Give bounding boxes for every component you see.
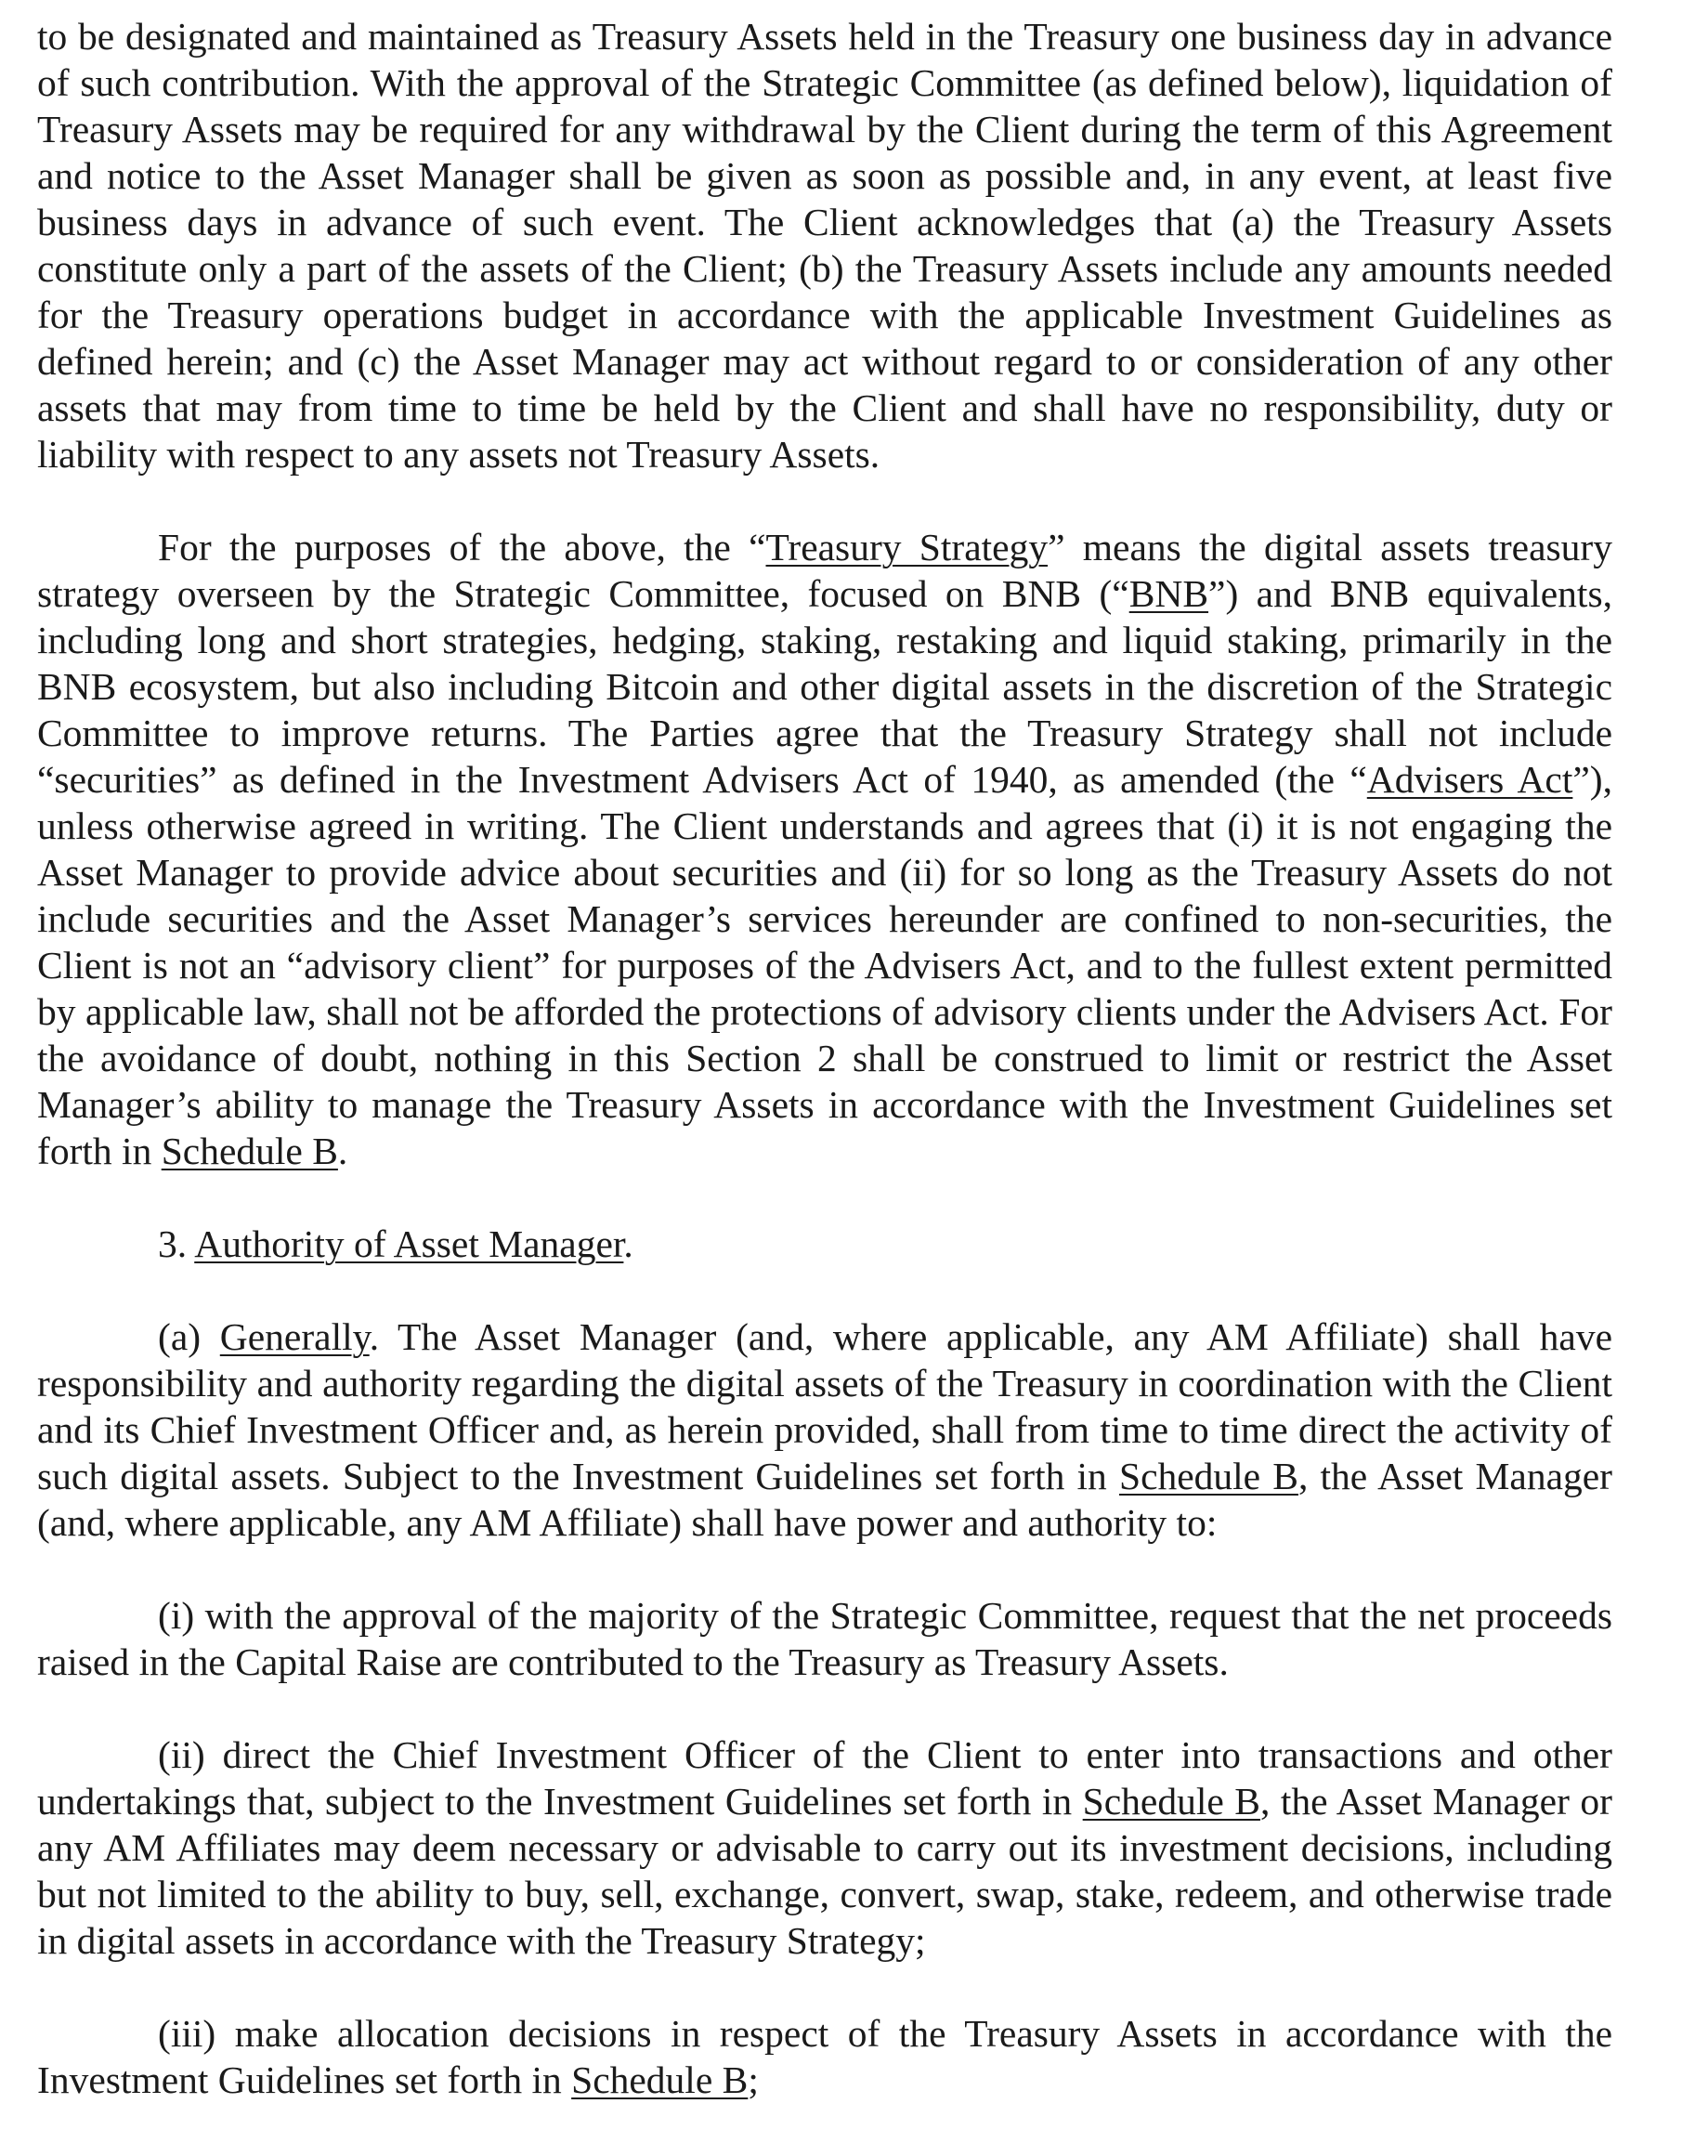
text-run: . — [623, 1222, 633, 1265]
schedule-b-reference: Schedule B — [161, 1130, 338, 1172]
paragraph-3a-ii — [37, 1731, 1612, 1964]
text-run: (iii) make allocation decisions in respect of the Treasury Assets in accordance with the Investment Guidelines set forth in — [37, 2012, 1612, 2101]
text-run: (ii) direct the Chief Investment Officer of the Client to enter into transactions and other undertakings that, subject to the Investment Guidelines set forth in — [37, 1733, 1612, 1823]
schedule-b-reference: Schedule B — [1118, 1455, 1298, 1497]
subsection-title-generally: Generally — [219, 1315, 370, 1358]
paragraph-treasury-assets: to be designated and maintained as Treasury Assets held in the Treasury one business day in advance of such contribution. With the approval of the Strategic Committee (as defined below), liquidation of Treasury Assets may be required for any withdrawal by the Client during the term of this Agreement and notice to the Asset Manager shall be given as soon as possible and, in any event, at least five business days in advance of such event. The Client acknowledges that (a) the Treasury Assets constitute only a part of the assets of the Client; (b) the Treasury Assets include any amounts needed for the Treasury operations budget in accordance with the applicable Investment Guidelines as defined herein; and (c) the Asset Manager may act without regard to or consideration of any other assets that may from time to time be held by the Client and shall have no responsibility, duty or liability with respect to any assets not Treasury Assets. — [37, 15, 1612, 476]
schedule-b-reference: Schedule B — [571, 2058, 749, 2101]
section-title: Authority of Asset Manager — [194, 1222, 624, 1265]
paragraph-treasury-strategy — [37, 524, 1612, 1174]
document-page — [37, 13, 1612, 2103]
text-run: , the Asset Manager (and, where applicable, any AM Affiliate) shall have power and authority to: — [37, 1455, 1612, 1544]
text-run: ”) and BNB equivalents, including long and short strategies, hedging, staking, restaking and liquid staking, primarily in the BNB ecosystem, but also including Bitcoin and other digital assets in the discretion of the Strategic Committee to improve returns. The Parties agree that the Treasury Strategy shall not include “securities” as defined in the Investment Advisers Act of 1940, as amended (the “ — [37, 572, 1612, 801]
section-3-heading — [37, 1221, 1612, 1267]
defined-term-advisers-act: Advisers Act — [1366, 758, 1573, 801]
text-run: . The Asset Manager (and, where applicable, any AM Affiliate) shall have responsibility and authority regarding the digital assets of the Treasury in coordination with the Client and its Chief Investment Officer and, as herein provided, shall from time to time direct the activity of such digital assets. Subject to the Investment Guidelines set forth in — [37, 1315, 1613, 1497]
text-run: (a) — [158, 1315, 220, 1358]
text-run: ; — [748, 2058, 759, 2101]
paragraph-3a-generally — [37, 1313, 1612, 1546]
text-run: . — [337, 1130, 348, 1172]
section-number: 3. — [158, 1222, 195, 1265]
paragraph-3a-i: (i) with the approval of the majority of the Strategic Committee, request that the net proceeds raised in the Capital Raise are contributed to the Treasury as Treasury Assets. — [37, 1594, 1612, 1683]
text-run: ”), unless otherwise agreed in writing. The Client understands and agrees that (i) it is not engaging the Asset Manager to provide advice about securities and (ii) for so long as the Treasury Assets do not include securities and the Asset Manager’s services hereunder are confined to non-securities, the Client is not an “advisory client” for purposes of the Advisers Act, and to the fullest extent permitted by applicable law, shall not be afforded the protections of advisory clients under the Advisers Act. For the avoidance of doubt, nothing in this Section 2 shall be construed to limit or restrict the Asset Manager’s ability to manage the Treasury Assets in accordance with the Investment Guidelines set forth in — [37, 758, 1612, 1172]
text-run: , the Asset Manager or any AM Affiliates may deem necessary or advisable to carry out its investment decisions, including but not limited to the ability to buy, sell, exchange, convert, swap, stake, redeem, and otherwise trade in digital assets in accordance with the Treasury Strategy; — [37, 1780, 1612, 1962]
text-run: For the purposes of the above, the “ — [158, 526, 766, 568]
text-run: ” means the digital assets treasury strategy overseen by the Strategic Committee, focused on BNB (“ — [37, 526, 1612, 615]
defined-term-treasury-strategy: Treasury Strategy — [765, 526, 1049, 568]
defined-term-bnb: BNB — [1128, 572, 1209, 615]
schedule-b-reference: Schedule B — [1082, 1780, 1260, 1823]
paragraph-3a-iii — [37, 2010, 1612, 2103]
